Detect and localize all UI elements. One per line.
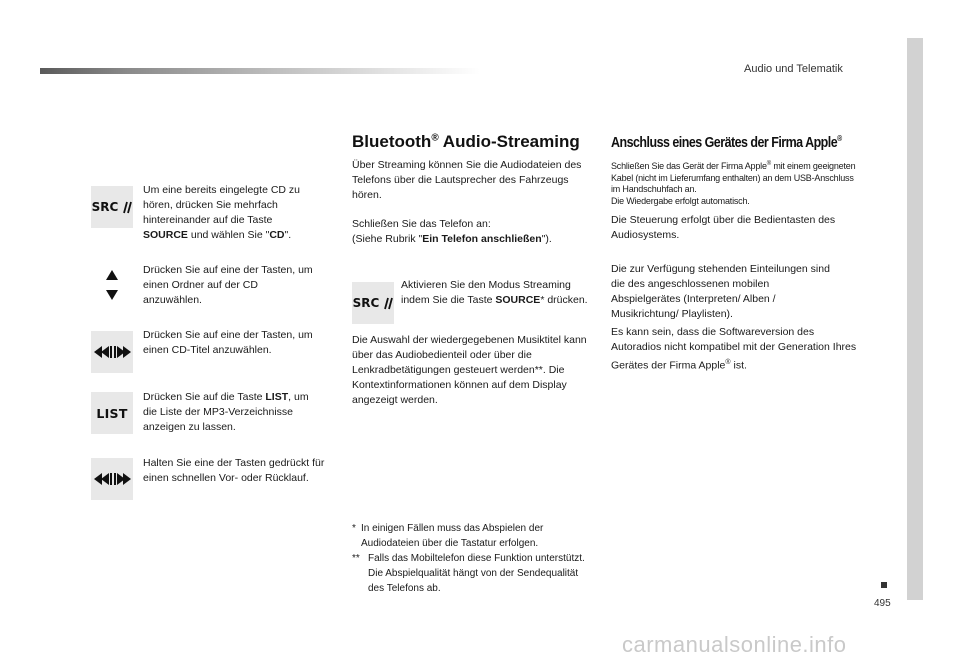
list-button-icon: LIST <box>91 392 133 434</box>
footnote-1: * In einigen Fällen muss das Abspielen der Audiodateien über die Tastatur erfolgen. <box>352 523 544 549</box>
streaming-activate-text: Aktivieren Sie den Modus Streaming indem Sie die Taste SOURCE* drücken. <box>401 279 588 306</box>
apple-categories-text: Die zur Verfügung stehenden Einteilungen sind die des angeschlossenen mobilen Abspielgerätes (Interpreten/ Alben / Musikrichtung/ Playlisten). <box>611 263 830 320</box>
bluetooth-heading: Bluetooth® Audio-Streaming <box>352 132 580 151</box>
track-instruction: Drücken Sie auf eine der Tasten, um einen CD-Titel anzuwählen. <box>143 329 313 356</box>
apple-connect-note: Schließen Sie das Gerät der Firma Apple® mit einem geeigneten Kabel (nicht im Lieferumfang enthalten) an dem USB-Anschluss im Handschuhfach an. Die Wiedergabe erfolgt automatisch. <box>611 161 856 206</box>
footnote-2: ** Falls das Mobiltelefon diese Funktion unterstützt. Die Abspielqualität hängt von der Sendequalität des Telefons ab. <box>352 553 585 594</box>
page-side-tab <box>907 38 923 600</box>
apple-heading: Anschluss eines Gerätes der Firma Apple® <box>611 134 842 151</box>
page-marker <box>881 582 887 588</box>
streaming-intro: Über Streaming können Sie die Audiodateien des Telefons über die Lautsprecher des Fahrzeugs hören. <box>352 159 582 201</box>
page-number: 495 <box>874 598 891 609</box>
track-selection-text: Die Auswahl der wiedergegebenen Musiktitel kann über das Audiobedienteil oder über die Lenkradbetätigungen gesteuert werden**. Die Kontextinformationen können auf dem Display angezeigt werden. <box>352 334 587 406</box>
header-rule <box>40 68 480 74</box>
src-slash-icon <box>379 297 393 310</box>
folder-instruction: Drücken Sie auf eine der Tasten, um einen Ordner auf der CD anzuwählen. <box>143 264 313 306</box>
fast-seek-instruction: Halten Sie eine der Tasten gedrückt für einen schnellen Vor- oder Rücklauf. <box>143 457 325 484</box>
src-slash-icon <box>118 201 132 214</box>
list-instruction: Drücken Sie auf die Taste LIST, um die Liste der MP3-Verzeichnisse anzeigen zu lassen. <box>143 391 309 433</box>
seek-buttons-icon <box>91 331 133 373</box>
src-button-icon: SRC <box>91 186 133 228</box>
watermark: carmanualsonline.info <box>622 632 847 657</box>
src-instruction: Um eine bereits eingelegte CD zu hören, drücken Sie mehrfach hintereinander auf die Taste SOURCE und wählen Sie "CD". <box>143 184 300 241</box>
apple-control-text: Die Steuerung erfolgt über die Bedientasten des Audiosystems. <box>611 214 836 241</box>
seek-hold-icon <box>91 458 133 500</box>
phone-connect-text: Schließen Sie das Telefon an: (Siehe Rubrik "Ein Telefon anschließen"). <box>352 218 552 245</box>
src-button-icon-middle: SRC <box>352 282 394 324</box>
apple-compat-text: Es kann sein, dass die Softwareversion des Autoradios nicht kompatibel mit der Generation Ihres Gerätes der Firma Apple® ist. <box>611 326 857 372</box>
section-title: Audio und Telematik <box>744 63 843 75</box>
up-down-arrows-icon <box>91 264 133 306</box>
